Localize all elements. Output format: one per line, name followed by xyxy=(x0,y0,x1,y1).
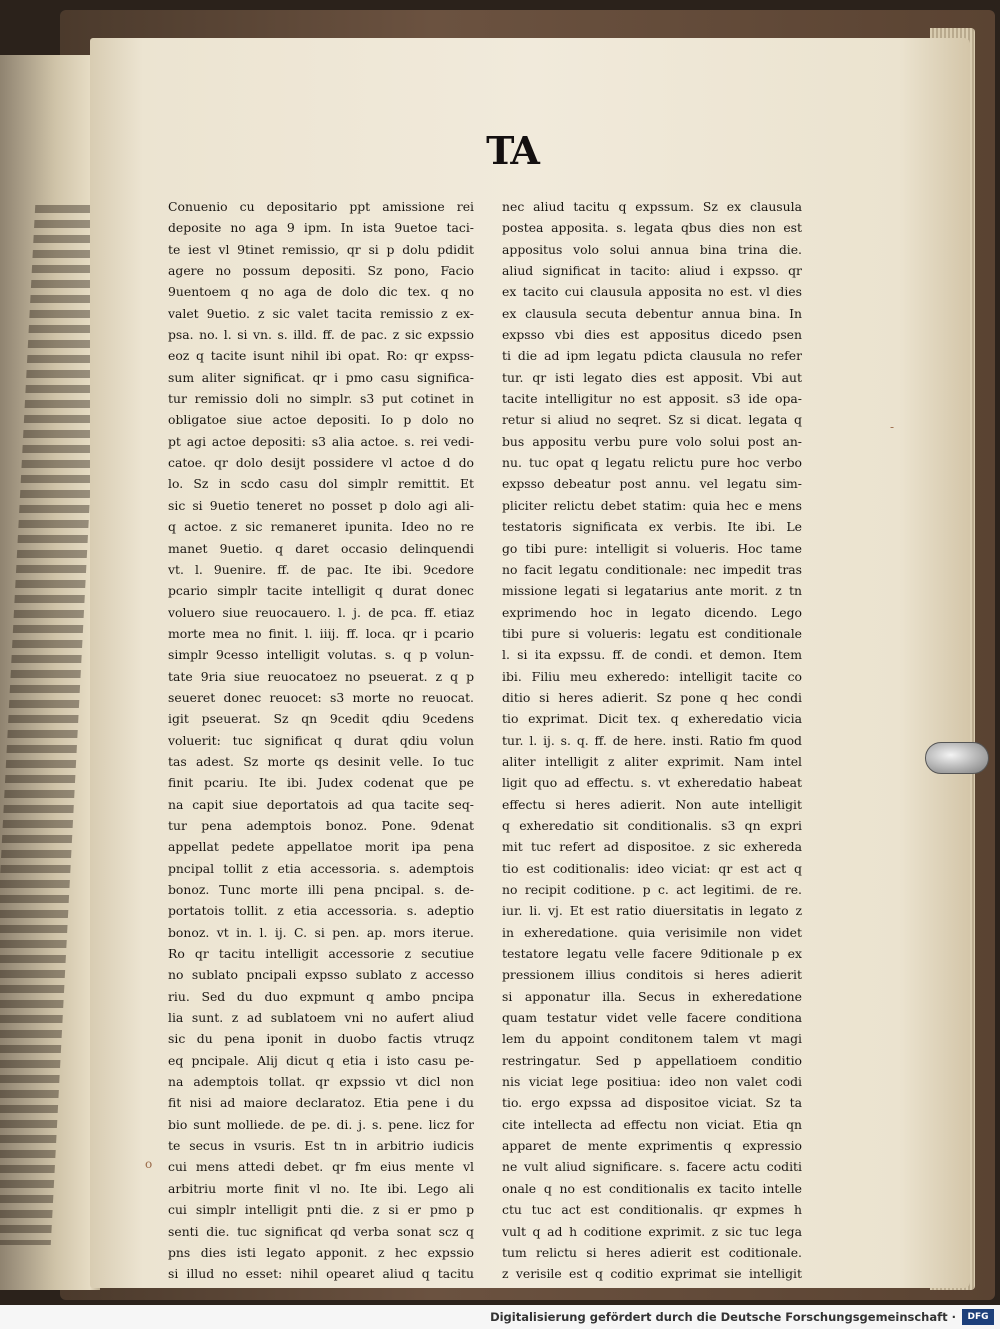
text-line: expsso vbi dies est appositus dicedo psen xyxy=(502,327,802,343)
text-line: voluero siue reuocauero. l. j. de pca. ff. etiaz xyxy=(168,604,474,620)
text-line: eoz q tacite isunt nihil ibi opat. Ro: qr expss- xyxy=(168,348,474,364)
text-line: tate 9ria siue reuocatoez no pseuerat. z q p xyxy=(168,668,474,684)
text-line: sic si 9uetio teneret no posset p dolo agi ali- xyxy=(168,497,474,513)
text-column-left xyxy=(168,196,474,1285)
text-line: pliciter relictu debet statim: quia hec e mens xyxy=(502,497,802,513)
text-line: no facit legatu conditionale: nec impedit tras xyxy=(502,561,802,577)
text-line: lia sunt. z ad sublatoem vni no aufert aliud xyxy=(168,1010,474,1026)
left-page xyxy=(0,55,100,1290)
text-line: tur remissio doli no simplr. s3 put cotinet in xyxy=(168,391,474,407)
text-line: pns dies isti legato apponit. z hec expssio xyxy=(168,1244,474,1260)
text-line: tur. l. ij. s. q. ff. de here. insti. Ratio fm quod xyxy=(502,732,802,748)
text-line: na capit siue deportatois ad qua tacite seq- xyxy=(168,796,474,812)
text-line: te iest vl 9tinet remissio, qr si p dolu pdidit xyxy=(168,241,474,257)
text-line: deposite no aga 9 ipm. In ista 9uetoe taci- xyxy=(168,220,474,236)
text-line: simplr 9cesso intelligit volutas. s. q p volun- xyxy=(168,647,474,663)
text-line: agere no possum depositi. Sz pono, Facio xyxy=(168,263,474,279)
text-line: testatoris significata ex verbis. Ite ibi. Le xyxy=(502,519,802,535)
text-line: arbitriu morte finit vl no. Ite ibi. Lego ali xyxy=(168,1180,474,1196)
text-line: expsso debeatur post annu. vel legatu sim- xyxy=(502,476,802,492)
text-line: si apponatur illa. Secus in exheredatione xyxy=(502,988,802,1004)
text-line: ti die ad ipm legatu pdicta clausula no refer xyxy=(502,348,802,364)
text-line: effectu si heres adierit. Non aute intelligit xyxy=(502,796,802,812)
text-line: appellat pedete appellatoe morit ipa pena xyxy=(168,839,474,855)
text-line: te secus in vsuris. Est tn in arbitrio iudicis xyxy=(168,1138,474,1154)
text-line: riu. Sed du duo expmunt q ambo pncipa xyxy=(168,988,474,1004)
text-line: ditio si heres adierit. Sz pone q hec condi xyxy=(502,689,802,705)
text-line: tur pena ademptois bonoz. Pone. 9denat xyxy=(168,817,474,833)
text-line: retur si aliud no seqret. Sz si dicat. legata q xyxy=(502,412,802,428)
text-line: obligatoe siue actoe depositi. Io p dolo no xyxy=(168,412,474,428)
text-line: ligit quo ad effectu. s. vt exheredatio habeat xyxy=(502,775,802,791)
text-line: l. si ita expssu. ff. de condi. et demon. Item xyxy=(502,647,802,663)
text-line: senti die. tuc significat qd verba sonat scz q xyxy=(168,1223,474,1239)
text-line: portatois tollit. z etia accessoria. s. adeptio xyxy=(168,903,474,919)
text-line: exprimendo hoc in legato dicendo. Lego xyxy=(502,604,802,620)
page-header: TA xyxy=(486,128,538,173)
text-line: 9uentoem q no aga de dolo dic tex. q no xyxy=(168,284,474,300)
text-line: bonoz. Tunc morte illi pena pncipal. s. de- xyxy=(168,882,474,897)
text-line: tio. ergo expssa ad dispositoe viciat. Sz ta xyxy=(502,1095,802,1111)
text-line: na ademptois tollat. qr expssio vt dicl non xyxy=(168,1074,474,1090)
text-line: igit pseuerat. Sz qn 9cedit qdiu 9cedens xyxy=(168,711,474,727)
text-line: ibi. Filiu meu exheredo: intelligit tacite co xyxy=(502,668,802,684)
text-line: testatore legatu velle facere 9ditionale p ex xyxy=(502,946,802,962)
text-line: valet 9uetio. z sic valet tacita remissio z ex- xyxy=(168,305,474,321)
text-line: cite intellecta ad effectu non viciat. Etia qn xyxy=(502,1116,802,1132)
text-line: no recipit coditione. p c. act legitimi. de re. xyxy=(502,882,802,897)
text-column-right xyxy=(502,196,802,1285)
text-line: bus appositu verbu pure volo solui post an- xyxy=(502,433,802,449)
text-line: Ro qr tacitu intelligit accessorie z secutiue xyxy=(168,946,474,962)
text-line: q exheredatio sit conditionalis. s3 qn expri xyxy=(502,817,802,833)
metal-clasp xyxy=(925,742,989,774)
text-line: nis viciat lege positiua: ideo non valet codi xyxy=(502,1074,802,1090)
text-line: appositus volo solui annua bina trina die. xyxy=(502,241,802,257)
text-line: tibi pure si volueris: legatu est conditionale xyxy=(502,625,802,641)
text-line: iur. li. vj. Et est ratio diuersitatis in legato z xyxy=(502,903,802,919)
text-line: pncipal tollit z etia accessoria. s. ademptois xyxy=(168,860,474,876)
text-line: tio exprimat. Dicit tex. q exheredatio vicia xyxy=(502,711,802,727)
text-line: aliter intelligit z aliter exprimit. Nam intel xyxy=(502,753,802,769)
text-line: postea apposita. s. legata qbus dies non est xyxy=(502,220,802,236)
dfg-logo: DFG xyxy=(962,1309,994,1325)
footer-credit: Digitalisierung gefördert durch die Deutsche Forschungsgemeinschaft · xyxy=(490,1310,956,1324)
text-line: onale q no est conditionalis ex tacito intelle xyxy=(502,1180,802,1196)
text-line: ne vult aliud significare. s. facere actu coditi xyxy=(502,1159,802,1175)
text-line: manet 9uetio. q daret occasio delinquendi xyxy=(168,540,474,556)
text-line: apparet de mente exprimentis q expressio xyxy=(502,1138,802,1154)
text-line: catoe. qr dolo desijt possidere vl actoe d do xyxy=(168,455,474,471)
text-line: vult q ad h coditione exprimit. z sic tuc lega xyxy=(502,1223,802,1239)
margin-mark-circle: o xyxy=(145,1157,153,1171)
left-page-text-block xyxy=(0,205,100,1245)
footer-bar xyxy=(0,1305,1000,1329)
text-line: sic du pena iponit in duobo factis vtruqz xyxy=(168,1031,474,1047)
text-line: bio sunt molliede. de pe. di. j. s. pene. licz for xyxy=(168,1116,474,1132)
text-line: in exheredatione. quia verisimile non videt xyxy=(502,924,802,940)
text-line: restringatur. Sed p appellatioem conditio xyxy=(502,1052,802,1068)
text-line: ctu tuc act est conditionalis. qr expmes h xyxy=(502,1202,802,1218)
text-line: pt agi actoe depositi: s3 alia actoe. s. rei vedi- xyxy=(168,433,474,449)
text-line: si illud no esset: nihil opearet aliud q tacitu xyxy=(168,1266,474,1282)
text-line: tum relictu si heres adierit est coditionale. xyxy=(502,1244,802,1260)
text-line: pcario simplr tacite intelligit q durat donec xyxy=(168,583,474,599)
text-line: finit pcariu. Ite ibi. Judex codenat que pe xyxy=(168,775,474,791)
text-line: q actoe. z sic remaneret ipunita. Ideo no re xyxy=(168,519,474,535)
text-line: aliud significat in tacito: aliud i expsso. qr xyxy=(502,263,802,279)
text-line: go tibi pure: intelligit si volueris. Hoc tame xyxy=(502,540,802,556)
text-line: pressionem illius conditois si heres adierit xyxy=(502,967,802,983)
text-line: tio est coditionalis: ideo viciat: qr est act q xyxy=(502,860,802,876)
text-line: lem du appoint conditonem talem vt magi xyxy=(502,1031,802,1047)
text-line: mit tuc refert ad dispositoe. z sic exhereda xyxy=(502,839,802,855)
text-line: missione legati si legatarius ante morit. z tn xyxy=(502,583,802,599)
text-line: cui simplr intelligit pnti die. z si er pmo p xyxy=(168,1202,474,1218)
text-line: ex tacito cui clausula apposita no est. vl dies xyxy=(502,284,802,300)
text-line: no sublato pncipali expsso sublato z accesso xyxy=(168,967,474,983)
text-line: lo. Sz in scdo casu dol simplr remittit. Et xyxy=(168,476,474,492)
text-line: nec aliud tacitu q expssum. Sz ex clausula xyxy=(502,199,802,214)
text-line: ex clausula secuta debentur annua bina. In xyxy=(502,305,802,321)
text-line: bonoz. vt in. l. ij. C. si pen. ap. mors iterue. xyxy=(168,924,474,940)
text-line: quam testatur videt velle facere conditiona xyxy=(502,1010,802,1026)
text-line: Conuenio cu depositario ppt amissione rei xyxy=(168,199,474,214)
text-line: fit nisi ad maiore declaratoz. Etia pene i du xyxy=(168,1095,474,1111)
text-line: nu. tuc opat q legatu relictu pure hoc verbo xyxy=(502,455,802,471)
text-line: vt. l. 9uenire. ff. de pac. Ite ibi. 9cedore xyxy=(168,561,474,577)
text-line: sum aliter significat. qr i pmo casu significa- xyxy=(168,369,474,385)
text-line: psa. no. l. si vn. s. illd. ff. de pac. z sic expssio xyxy=(168,327,474,343)
text-line: seueret donec reuocet: s3 morte no reuocat. xyxy=(168,689,474,705)
text-line: cui mens attedi debet. qr fm eius mente vl xyxy=(168,1159,474,1175)
text-line: tur. qr isti legato dies est apposit. Vbi aut xyxy=(502,369,802,385)
margin-mark-dash: - xyxy=(890,420,895,434)
text-line: voluerit: tuc significat q durat qdiu volun xyxy=(168,732,474,748)
text-line: z verisile est q coditio exprimat sie intelligit xyxy=(502,1266,802,1282)
text-line: tacite intelligitur no est apposit. s3 ide opa- xyxy=(502,391,802,407)
text-line: morte mea no finit. l. iiij. ff. loca. qr i pcario xyxy=(168,625,474,641)
text-line: tas adest. Sz morte qs desinit velle. Io tuc xyxy=(168,753,474,769)
text-line: eq pncipale. Alij dicut q etia i isto casu pe- xyxy=(168,1052,474,1068)
